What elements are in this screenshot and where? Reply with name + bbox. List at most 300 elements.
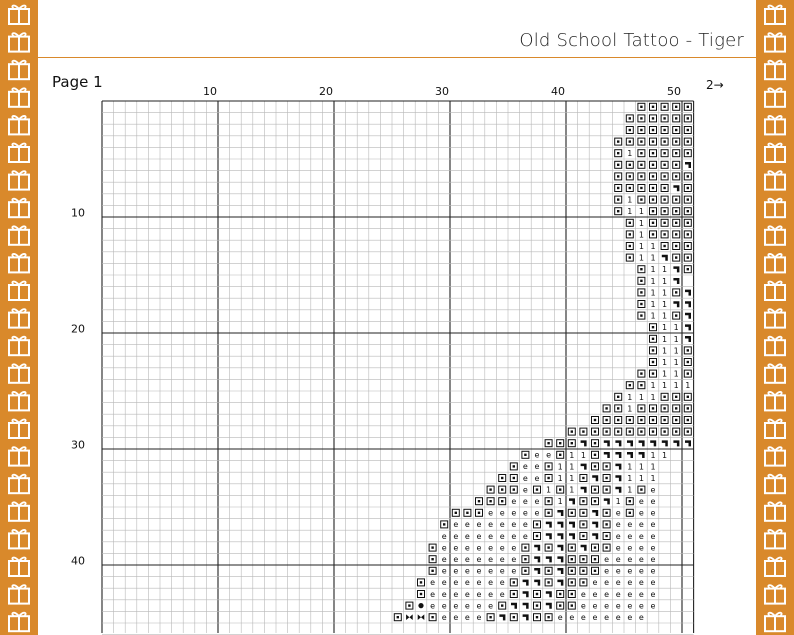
stitch-symbol-boxed-dot xyxy=(626,219,633,226)
svg-text:1: 1 xyxy=(650,450,656,460)
stitch-symbol-e xyxy=(651,543,656,552)
svg-text:e: e xyxy=(627,601,633,611)
stitch-symbol-boxed-dot xyxy=(592,567,599,574)
stitch-symbol-e xyxy=(477,532,482,541)
svg-text:1: 1 xyxy=(662,311,668,321)
stitch-symbol-e xyxy=(442,532,447,541)
svg-text:e: e xyxy=(522,531,528,541)
stitch-symbol-boxed-dot xyxy=(650,417,657,424)
stitch-symbol-e xyxy=(523,485,528,494)
stitch-symbol-e xyxy=(523,509,528,518)
svg-text:e: e xyxy=(615,531,621,541)
stitch-symbol-one xyxy=(662,346,667,355)
stitch-symbol-e xyxy=(500,567,505,576)
stitch-symbol-boxed-dot xyxy=(545,509,552,516)
svg-text:e: e xyxy=(522,520,528,530)
stitch-symbol-boxed-dot xyxy=(684,370,691,377)
stitch-symbol-boxed-dot xyxy=(615,405,622,412)
svg-text:e: e xyxy=(638,520,644,530)
stitch-symbol-boxed-dot xyxy=(673,289,680,296)
stitch-symbol-e xyxy=(511,543,516,552)
stitch-symbol-boxed-dot xyxy=(650,173,657,180)
stitch-symbol-boxed-dot xyxy=(568,509,575,516)
svg-text:e: e xyxy=(488,578,494,588)
svg-text:e: e xyxy=(476,520,482,530)
svg-text:e: e xyxy=(534,450,540,460)
svg-text:e: e xyxy=(430,601,436,611)
row-number-label: 20 xyxy=(71,322,85,336)
svg-text:e: e xyxy=(580,613,586,622)
stitch-symbol-black-corner xyxy=(627,440,633,446)
stitch-symbol-boxed-dot xyxy=(650,335,657,342)
stitch-symbol-e xyxy=(604,590,609,599)
stitch-symbol-e xyxy=(511,520,516,529)
svg-text:1: 1 xyxy=(662,288,668,298)
stitch-symbol-one xyxy=(627,393,632,402)
stitch-symbol-e xyxy=(477,520,482,529)
svg-text:1: 1 xyxy=(650,392,656,402)
stitch-symbol-boxed-dot xyxy=(673,405,680,412)
stitch-symbol-one xyxy=(650,393,655,402)
svg-text:e: e xyxy=(615,601,621,611)
svg-text:1: 1 xyxy=(638,474,644,483)
stitch-symbol-e xyxy=(535,462,540,471)
stitch-symbol-boxed-dot xyxy=(626,509,633,516)
stitch-symbol-boxed-dot xyxy=(592,451,599,458)
stitch-symbol-bowtie xyxy=(418,614,425,620)
stitch-symbol-boxed-dot xyxy=(684,359,691,366)
stitch-symbol-e xyxy=(639,509,644,518)
stitch-symbol-boxed-dot xyxy=(534,614,541,621)
stitch-symbol-boxed-dot xyxy=(650,405,657,412)
stitch-symbol-e xyxy=(616,543,621,552)
stitch-symbol-e xyxy=(651,578,656,587)
stitch-symbol-boxed-dot xyxy=(510,463,517,470)
stitch-symbol-boxed-dot xyxy=(673,417,680,424)
stitch-symbol-one xyxy=(662,358,667,367)
stitch-symbol-e xyxy=(465,590,470,599)
stitch-symbol-one xyxy=(674,323,679,332)
stitch-symbol-one xyxy=(639,219,644,228)
stitch-symbol-boxed-dot xyxy=(673,173,680,180)
stitch-symbol-one xyxy=(662,300,667,309)
stitch-symbol-boxed-dot xyxy=(615,417,622,424)
svg-text:e: e xyxy=(615,543,621,553)
stitch-symbol-one xyxy=(581,451,586,460)
stitch-symbol-e xyxy=(604,578,609,587)
stitch-symbol-e xyxy=(477,578,482,587)
stitch-symbol-black-corner xyxy=(581,487,587,493)
stitch-symbol-boxed-dot xyxy=(557,486,564,493)
stitch-symbol-one xyxy=(627,196,632,205)
svg-text:1: 1 xyxy=(615,497,621,507)
svg-text:e: e xyxy=(569,613,575,622)
svg-text:1: 1 xyxy=(662,334,668,344)
stitch-symbol-boxed-dot xyxy=(487,614,494,621)
stitch-symbol-e xyxy=(627,613,632,622)
stitch-symbol-boxed-dot xyxy=(638,266,645,273)
stitch-symbol-black-corner xyxy=(615,452,621,458)
svg-text:1: 1 xyxy=(557,474,563,483)
stitch-symbol-e xyxy=(477,613,482,622)
stitch-symbol-boxed-dot xyxy=(522,451,529,458)
svg-text:e: e xyxy=(464,566,470,576)
next-page-hint: 2→ xyxy=(706,78,724,92)
stitch-symbol-one xyxy=(639,230,644,239)
svg-text:e: e xyxy=(592,589,598,599)
stitch-symbol-boxed-dot xyxy=(603,533,610,540)
stitch-symbol-one xyxy=(569,451,574,460)
stitch-symbol-one xyxy=(674,335,679,344)
svg-text:e: e xyxy=(476,589,482,599)
stitch-symbol-boxed-dot xyxy=(429,544,436,551)
stitch-symbol-boxed-dot xyxy=(592,486,599,493)
stitch-symbol-boxed-dot xyxy=(673,196,680,203)
stitch-symbol-e xyxy=(546,451,551,460)
stitch-symbol-boxed-dot xyxy=(684,393,691,400)
stitch-symbol-one xyxy=(627,149,632,158)
stitch-symbol-boxed-dot xyxy=(638,405,645,412)
stitch-symbol-boxed-dot xyxy=(661,231,668,238)
stitch-symbol-one xyxy=(650,312,655,321)
stitch-symbol-boxed-dot xyxy=(661,173,668,180)
stitch-symbol-black-corner xyxy=(592,475,598,481)
stitch-symbol-boxed-dot xyxy=(522,567,529,574)
stitch-symbol-boxed-dot xyxy=(568,544,575,551)
svg-text:1: 1 xyxy=(650,265,656,275)
stitch-symbol-boxed-dot xyxy=(476,498,483,505)
svg-text:1: 1 xyxy=(638,242,644,251)
stitch-symbol-boxed-dot xyxy=(638,289,645,296)
stitch-symbol-e xyxy=(500,578,505,587)
svg-text:1: 1 xyxy=(638,462,644,472)
svg-text:e: e xyxy=(441,543,447,553)
stitch-symbol-black-corner xyxy=(673,266,679,272)
stitch-symbol-boxed-dot xyxy=(626,231,633,238)
stitch-symbol-e xyxy=(604,555,609,564)
svg-text:e: e xyxy=(464,601,470,611)
stitch-symbol-boxed-dot xyxy=(592,428,599,435)
svg-text:1: 1 xyxy=(650,381,656,391)
stitch-symbol-e xyxy=(500,532,505,541)
svg-text:e: e xyxy=(592,613,598,622)
stitch-symbol-black-corner xyxy=(534,568,540,574)
stitch-symbol-black-corner xyxy=(569,498,575,504)
svg-text:e: e xyxy=(511,566,517,576)
column-number-label: 30 xyxy=(435,85,449,98)
stitch-symbol-boxed-dot xyxy=(592,498,599,505)
svg-text:e: e xyxy=(627,566,633,576)
stitch-symbol-boxed-dot xyxy=(638,103,645,110)
stitch-symbol-e xyxy=(651,532,656,541)
stitch-symbol-boxed-dot xyxy=(673,208,680,215)
stitch-symbol-e xyxy=(511,532,516,541)
svg-text:e: e xyxy=(580,589,586,599)
stitch-symbol-boxed-dot xyxy=(638,150,645,157)
stitch-symbol-boxed-dot xyxy=(626,115,633,122)
svg-text:1: 1 xyxy=(662,450,668,460)
stitch-symbol-boxed-dot xyxy=(626,185,633,192)
svg-text:e: e xyxy=(453,531,459,541)
stitch-symbol-black-corner xyxy=(685,290,691,296)
stitch-symbol-boxed-dot xyxy=(661,243,668,250)
stitch-symbol-boxed-dot xyxy=(603,521,610,528)
stitch-symbol-e xyxy=(616,590,621,599)
stitch-symbol-one xyxy=(616,497,621,506)
stitch-symbol-boxed-dot xyxy=(568,567,575,574)
stitch-symbol-black-corner xyxy=(546,556,552,562)
stitch-symbol-boxed-dot xyxy=(673,103,680,110)
stitch-symbol-boxed-dot xyxy=(626,417,633,424)
svg-text:1: 1 xyxy=(569,485,575,495)
stitch-symbol-boxed-dot xyxy=(557,602,564,609)
stitch-symbol-black-corner xyxy=(523,591,529,597)
stitch-symbol-black-corner xyxy=(639,440,645,446)
stitch-symbol-e xyxy=(569,613,574,622)
stitch-symbol-boxed-dot xyxy=(568,591,575,598)
stitch-symbol-boxed-dot xyxy=(638,127,645,134)
stitch-symbol-e xyxy=(581,590,586,599)
stitch-symbol-boxed-dot xyxy=(684,243,691,250)
stitch-symbol-black-corner xyxy=(685,336,691,342)
svg-text:1: 1 xyxy=(638,230,644,240)
stitch-symbol-boxed-dot xyxy=(626,254,633,261)
svg-text:1: 1 xyxy=(650,276,656,286)
svg-text:1: 1 xyxy=(662,265,668,275)
stitch-symbol-black-corner xyxy=(685,301,691,307)
stitch-symbol-black-corner xyxy=(581,545,587,551)
svg-text:e: e xyxy=(499,531,505,541)
stitch-symbol-black-corner xyxy=(581,464,587,470)
svg-text:1: 1 xyxy=(627,474,633,483)
svg-text:e: e xyxy=(464,543,470,553)
stitch-symbol-boxed-dot xyxy=(638,417,645,424)
stitch-symbol-boxed-dot xyxy=(638,301,645,308)
stitch-symbol-boxed-dot xyxy=(568,428,575,435)
svg-text:e: e xyxy=(650,508,656,518)
svg-text:e: e xyxy=(464,520,470,530)
stitch-symbol-e xyxy=(488,567,493,576)
stitch-symbol-e xyxy=(627,532,632,541)
stitch-symbol-black-corner xyxy=(581,440,587,446)
svg-text:1: 1 xyxy=(638,207,644,217)
stitch-symbol-black-corner xyxy=(523,603,529,609)
svg-text:1: 1 xyxy=(662,381,668,391)
stitch-symbol-black-corner xyxy=(557,533,563,539)
stitch-symbol-e xyxy=(639,578,644,587)
svg-text:e: e xyxy=(499,520,505,530)
svg-text:1: 1 xyxy=(557,497,563,507)
stitch-symbol-boxed-dot xyxy=(684,428,691,435)
stitch-symbol-boxed-dot xyxy=(418,591,425,598)
stitch-symbol-black-corner xyxy=(557,580,563,586)
stitch-symbol-black-corner xyxy=(546,533,552,539)
stitch-symbol-boxed-dot xyxy=(510,486,517,493)
stitch-symbol-boxed-dot xyxy=(650,185,657,192)
stitch-symbol-boxed-dot xyxy=(580,533,587,540)
svg-text:e: e xyxy=(615,555,621,564)
svg-text:e: e xyxy=(615,566,621,576)
stitch-symbol-e xyxy=(535,474,540,483)
stitch-symbol-e xyxy=(500,520,505,529)
stitch-symbol-one xyxy=(650,381,655,390)
stitch-symbol-boxed-dot xyxy=(650,219,657,226)
stitch-symbol-e xyxy=(465,532,470,541)
stitch-symbol-e xyxy=(616,601,621,610)
stitch-symbol-one xyxy=(650,254,655,263)
stitch-symbol-black-corner xyxy=(604,440,610,446)
stitch-symbol-black-corner xyxy=(534,545,540,551)
stitch-symbol-boxed-dot xyxy=(673,150,680,157)
svg-text:e: e xyxy=(650,497,656,506)
svg-text:e: e xyxy=(511,508,517,518)
stitch-symbol-e xyxy=(465,567,470,576)
row-number-label: 10 xyxy=(71,206,85,220)
stitch-symbol-e xyxy=(604,613,609,622)
stitch-symbol-e xyxy=(430,578,435,587)
stitch-symbol-boxed-dot xyxy=(650,208,657,215)
svg-text:e: e xyxy=(638,601,644,611)
stitch-symbol-boxed-dot xyxy=(684,185,691,192)
stitch-symbol-black-corner xyxy=(546,603,552,609)
stitch-symbol-one xyxy=(662,265,667,274)
stitch-symbol-black-corner xyxy=(499,614,505,620)
stitch-symbol-boxed-dot xyxy=(626,138,633,145)
stitch-symbol-one xyxy=(650,462,655,471)
stitch-symbol-boxed-dot xyxy=(673,243,680,250)
stitch-symbol-one xyxy=(546,486,551,495)
stitch-symbol-e xyxy=(500,590,505,599)
stitch-symbol-one xyxy=(674,358,679,367)
stitch-symbol-e xyxy=(511,509,516,518)
stitch-symbol-boxed-dot xyxy=(592,417,599,424)
stitch-symbol-boxed-dot xyxy=(650,161,657,168)
stitch-symbol-boxed-dot xyxy=(638,277,645,284)
svg-text:e: e xyxy=(650,578,656,588)
stitch-symbol-boxed-dot xyxy=(615,393,622,400)
stitch-symbol-one xyxy=(662,288,667,297)
svg-text:e: e xyxy=(615,589,621,599)
stitch-symbol-e xyxy=(639,543,644,552)
stitch-symbol-e xyxy=(651,485,656,494)
stitch-symbol-boxed-dot xyxy=(603,544,610,551)
page-label: Page 1 xyxy=(52,73,103,91)
stitch-symbol-e xyxy=(488,590,493,599)
svg-text:e: e xyxy=(627,613,633,622)
stitch-symbol-black-corner xyxy=(650,440,656,446)
stitch-symbol-e xyxy=(511,567,516,576)
svg-text:e: e xyxy=(615,508,621,518)
svg-text:1: 1 xyxy=(662,346,668,356)
stitch-symbol-one xyxy=(674,381,679,390)
stitch-symbol-boxed-dot xyxy=(429,556,436,563)
stitch-symbol-e xyxy=(453,613,458,622)
svg-text:e: e xyxy=(441,566,447,576)
stitch-symbol-black-corner xyxy=(557,568,563,574)
stitch-symbol-boxed-dot xyxy=(452,509,459,516)
stitch-symbol-e xyxy=(639,613,644,622)
stitch-symbol-one xyxy=(650,300,655,309)
stitch-symbol-one xyxy=(627,462,632,471)
svg-text:e: e xyxy=(464,578,470,588)
svg-text:e: e xyxy=(592,578,598,588)
stitch-symbol-e xyxy=(627,601,632,610)
column-number-label: 10 xyxy=(203,85,217,98)
stitch-symbol-boxed-dot xyxy=(545,544,552,551)
stitch-symbol-e xyxy=(627,543,632,552)
svg-text:e: e xyxy=(650,485,656,495)
stitch-symbol-boxed-dot xyxy=(568,440,575,447)
stitch-symbol-black-corner xyxy=(673,440,679,446)
svg-text:e: e xyxy=(650,601,656,611)
stitch-symbol-boxed-dot xyxy=(673,254,680,261)
stitch-symbol-e xyxy=(616,578,621,587)
svg-text:1: 1 xyxy=(569,450,575,460)
svg-text:e: e xyxy=(441,578,447,588)
stitch-symbol-boxed-dot xyxy=(650,359,657,366)
stitch-symbol-e xyxy=(453,590,458,599)
stitch-symbol-e xyxy=(639,497,644,506)
row-number-label: 30 xyxy=(71,438,85,452)
stitch-symbol-boxed-dot xyxy=(545,440,552,447)
svg-text:e: e xyxy=(627,555,633,564)
svg-text:e: e xyxy=(453,613,459,622)
stitch-symbol-boxed-dot xyxy=(522,556,529,563)
stitch-symbol-boxed-dot xyxy=(650,370,657,377)
stitch-symbol-e xyxy=(593,601,598,610)
svg-text:e: e xyxy=(453,543,459,553)
stitch-symbol-one xyxy=(627,486,632,495)
stitch-symbol-boxed-dot xyxy=(673,312,680,319)
stitch-symbol-e xyxy=(500,509,505,518)
stitch-symbol-e xyxy=(465,601,470,610)
svg-text:e: e xyxy=(488,601,494,611)
stitch-symbol-boxed-dot xyxy=(580,509,587,516)
stitch-symbol-boxed-dot xyxy=(684,347,691,354)
stitch-symbol-e xyxy=(511,497,516,506)
svg-text:1: 1 xyxy=(546,485,552,495)
stitch-symbol-boxed-dot xyxy=(684,173,691,180)
svg-text:e: e xyxy=(511,497,517,506)
stitch-symbol-boxed-dot xyxy=(615,208,622,215)
stitch-symbol-e xyxy=(442,613,447,622)
stitch-symbol-one xyxy=(662,381,667,390)
svg-text:e: e xyxy=(441,555,447,564)
stitch-symbol-boxed-dot xyxy=(638,161,645,168)
stitch-symbol-black-corner xyxy=(557,510,563,516)
svg-text:e: e xyxy=(534,497,540,506)
stitch-symbol-e xyxy=(488,520,493,529)
svg-text:e: e xyxy=(499,578,505,588)
stitch-symbol-boxed-dot xyxy=(499,602,506,609)
stitch-symbol-one xyxy=(569,474,574,483)
svg-text:1: 1 xyxy=(662,276,668,286)
column-number-label: 20 xyxy=(319,85,333,98)
stitch-symbol-black-corner xyxy=(523,580,529,586)
stitch-symbol-e xyxy=(604,601,609,610)
svg-text:1: 1 xyxy=(627,207,633,217)
svg-text:e: e xyxy=(615,578,621,588)
stitch-symbol-boxed-dot xyxy=(615,138,622,145)
svg-text:e: e xyxy=(441,613,447,622)
svg-text:e: e xyxy=(638,613,644,622)
stitch-symbol-boxed-dot xyxy=(557,451,564,458)
svg-text:1: 1 xyxy=(627,149,633,159)
stitch-symbol-boxed-dot xyxy=(603,486,610,493)
stitch-symbol-black-corner xyxy=(534,580,540,586)
stitch-symbol-boxed-dot xyxy=(650,347,657,354)
stitch-symbol-boxed-dot xyxy=(580,428,587,435)
